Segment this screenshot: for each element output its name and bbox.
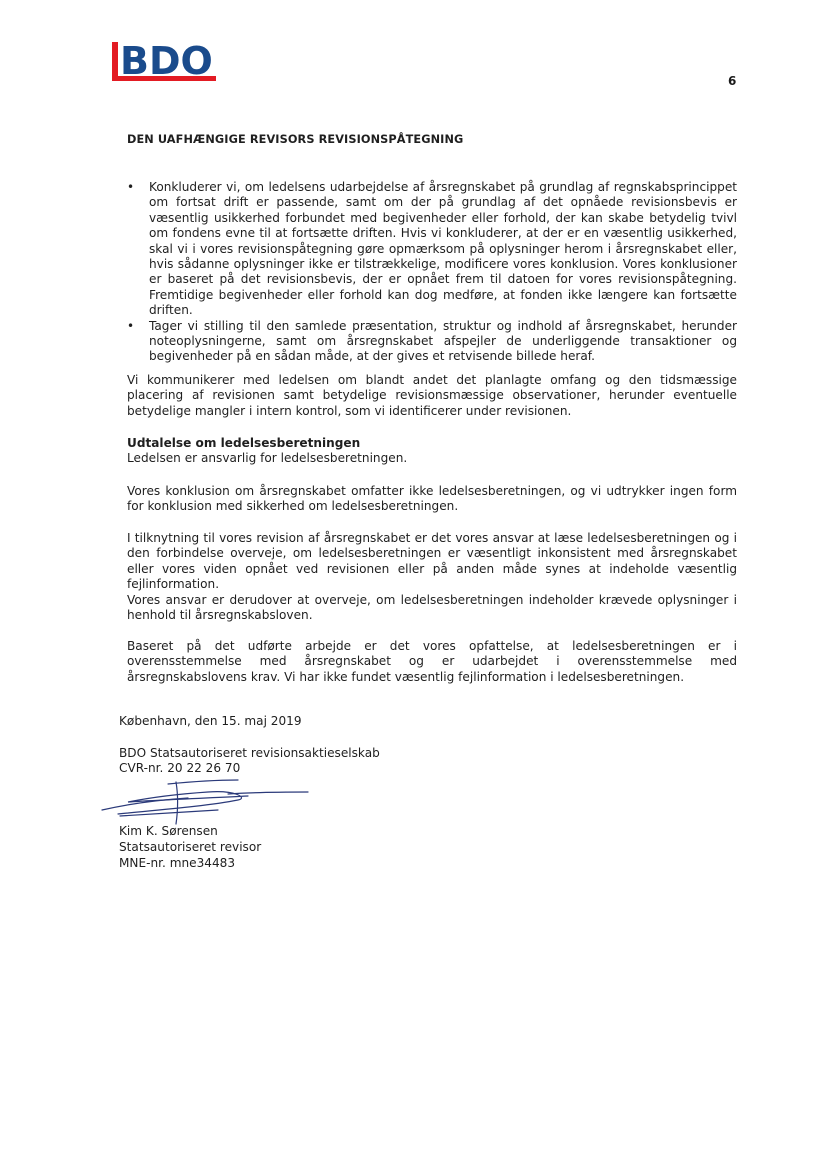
- section-intro: Ledelsen er ansvarlig for ledelsesberetningen.: [127, 451, 408, 465]
- bdo-logo: [112, 38, 220, 84]
- firm-name: BDO Statsautoriseret revisionsaktieselskab: [119, 746, 380, 760]
- signatory-name: Kim K. Sørensen: [119, 824, 218, 838]
- management-report-paragraph: Baseret på det udførte arbejde er det vores opfattelse, at ledelsesberetningen er i overensstemmelse med årsregnskabet og er udarbejdet i overensstemmelse med årsregnskabslovens krav. Vi har ikke fundet væsentlig fejlinformation i ledelsesberetningen.: [127, 639, 737, 684]
- firm-cvr: CVR-nr. 20 22 26 70: [119, 761, 241, 775]
- signature-image: [98, 770, 310, 830]
- svg-text:BDO: BDO: [120, 39, 213, 83]
- page-title: DEN UAFHÆNGIGE REVISORS REVISIONSPÅTEGNING: [127, 133, 464, 146]
- page-number: 6: [728, 74, 737, 88]
- signatory-title: Statsautoriseret revisor: [119, 840, 262, 854]
- bullet-list: [127, 180, 737, 365]
- communication-paragraph: Vi kommunikerer med ledelsen om blandt andet det planlagte omfang og den tidsmæssige placering af revisionen samt betydelige revisionsmæssige observationer, herunder eventuelle betydelige mangler i intern kontrol, som vi identificerer under revisionen.: [127, 373, 737, 418]
- place-date: København, den 15. maj 2019: [119, 714, 302, 728]
- bullet-icon: •: [127, 180, 135, 194]
- bullet-text: Konkluderer vi, om ledelsens udarbejdelse af årsregnskabet på grundlag af regnskabsprincippet om fortsat drift er passende, samt om der på grundlag af det opnåede revisionsbevis er væsentlig usikkerhed forbundet med begivenheder eller forhold, der kan skabe betydelig tvivl om fondens evne til at fortsætte driften. Hvis vi konkluderer, at der er en væsentlig usikkerhed, skal vi i vores revisionspåtegning gøre opmærksom på oplysninger herom i årsregnskabet eller, hvis sådanne oplysninger ikke er tilstrækkelige, modificere vores konklusion. Vores konklusioner er baseret på det revisionsbevis, der er opnået frem til datoen for vores revisionspåtegning. Fremtidige begivenheder eller forhold kan dog medføre, at fonden ikke længere kan fortsætte driften.: [149, 180, 737, 318]
- list-item: [127, 319, 737, 365]
- management-report-paragraph: Vores ansvar er derudover at overveje, om ledelsesberetningen indeholder krævede oplysninger i henhold til årsregnskabsloven.: [127, 593, 737, 623]
- signatory-mne: MNE-nr. mne34483: [119, 856, 236, 870]
- bullet-icon: •: [127, 318, 135, 333]
- management-report-paragraph: I tilknytning til vores revision af årsregnskabet er det vores ansvar at læse ledelsesberetningen og i den forbindelse overveje, om ledelsesberetningen er væsentligt inkonsistent med årsregnskabet eller vores viden opnået ved revisionen eller på anden måde synes at indeholde væsentlig fejlinformation.: [127, 531, 737, 592]
- management-report-paragraph: Vores konklusion om årsregnskabet omfatter ikke ledelsesberetningen, og vi udtrykker ingen form for konklusion med sikkerhed om ledelsesberetningen.: [127, 484, 737, 514]
- list-item: [127, 180, 737, 319]
- bullet-text: Tager vi stilling til den samlede præsentation, struktur og indhold af årsregnskabet, herunder noteoplysningerne, samt om årsregnskabet afspejler de underliggende transaktioner og begivenheder på en sådan måde, at der gives et retvisende billede heraf.: [149, 318, 737, 364]
- section-heading: Udtalelse om ledelsesberetningen: [127, 436, 361, 450]
